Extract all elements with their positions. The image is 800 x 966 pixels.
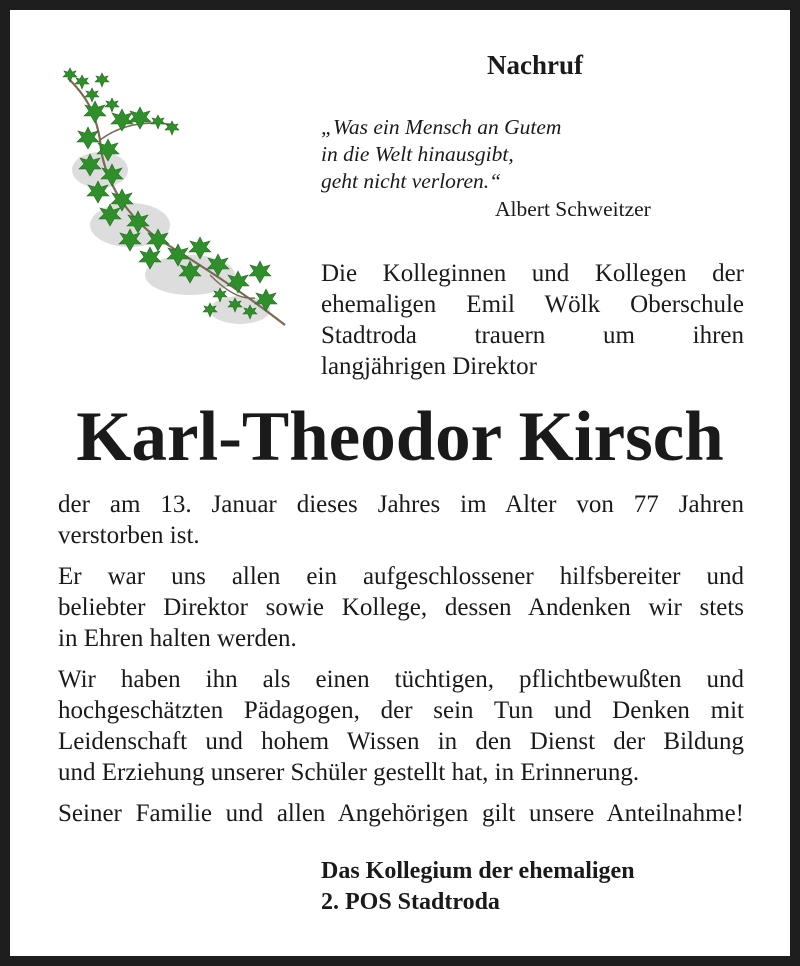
ivy-branch-icon: [40, 50, 310, 340]
intro-line: Stadtroda trauern um ihren: [321, 322, 744, 349]
body-paragraph: [58, 798, 744, 829]
body-line: verstorben ist.: [58, 522, 200, 549]
quote-line: in die Welt hinausgibt,: [321, 142, 514, 166]
quote-line: geht nicht verloren.“: [321, 169, 502, 193]
body-paragraph: [58, 489, 744, 551]
intro-text: [321, 258, 744, 382]
signature-line: Das Kollegium der ehemaligen: [321, 858, 635, 884]
intro-line: langjährigen Direktor: [321, 353, 537, 380]
body-line: hochgeschätzten Pädagogen, der sein Tun und Denken mit: [58, 697, 744, 724]
body-line: Leidenschaft und hohem Wissen in den Dienst der Bildung: [58, 728, 744, 755]
body-line: der am 13. Januar dieses Jahres im Alter von 77 Jahren: [58, 491, 744, 518]
quote-line: „Was ein Mensch an Gutem: [321, 115, 562, 139]
body-line: beliebter Direktor sowie Kollege, dessen Andenken wir stets: [58, 594, 744, 621]
quote-author: Albert Schweitzer: [495, 197, 651, 221]
obituary-heading: Nachruf: [487, 50, 583, 80]
body-paragraph: [58, 664, 744, 788]
signature-block: [321, 856, 761, 918]
obituary-body: [58, 489, 744, 839]
body-line: Er war uns allen ein aufgeschlossener hilfsbereiter und: [58, 563, 744, 590]
signature-line: 2. POS Stadtroda: [321, 889, 500, 915]
body-line: Wir haben ihn als einen tüchtigen, pflichtbewußten und: [58, 666, 744, 693]
body-paragraph: [58, 561, 744, 654]
intro-line: Die Kolleginnen und Kollegen der: [321, 260, 744, 287]
deceased-name: Karl-Theodor Kirsch: [76, 398, 724, 476]
body-line: in Ehren halten werden.: [58, 625, 297, 652]
quote-block: [321, 114, 741, 195]
body-line: Seiner Familie und allen Angehörigen gilt unsere Anteilnahme!: [58, 800, 744, 827]
body-line: und Erziehung unserer Schüler gestellt hat, in Erinnerung.: [58, 759, 640, 786]
intro-line: ehemaligen Emil Wölk Oberschule: [321, 291, 744, 318]
